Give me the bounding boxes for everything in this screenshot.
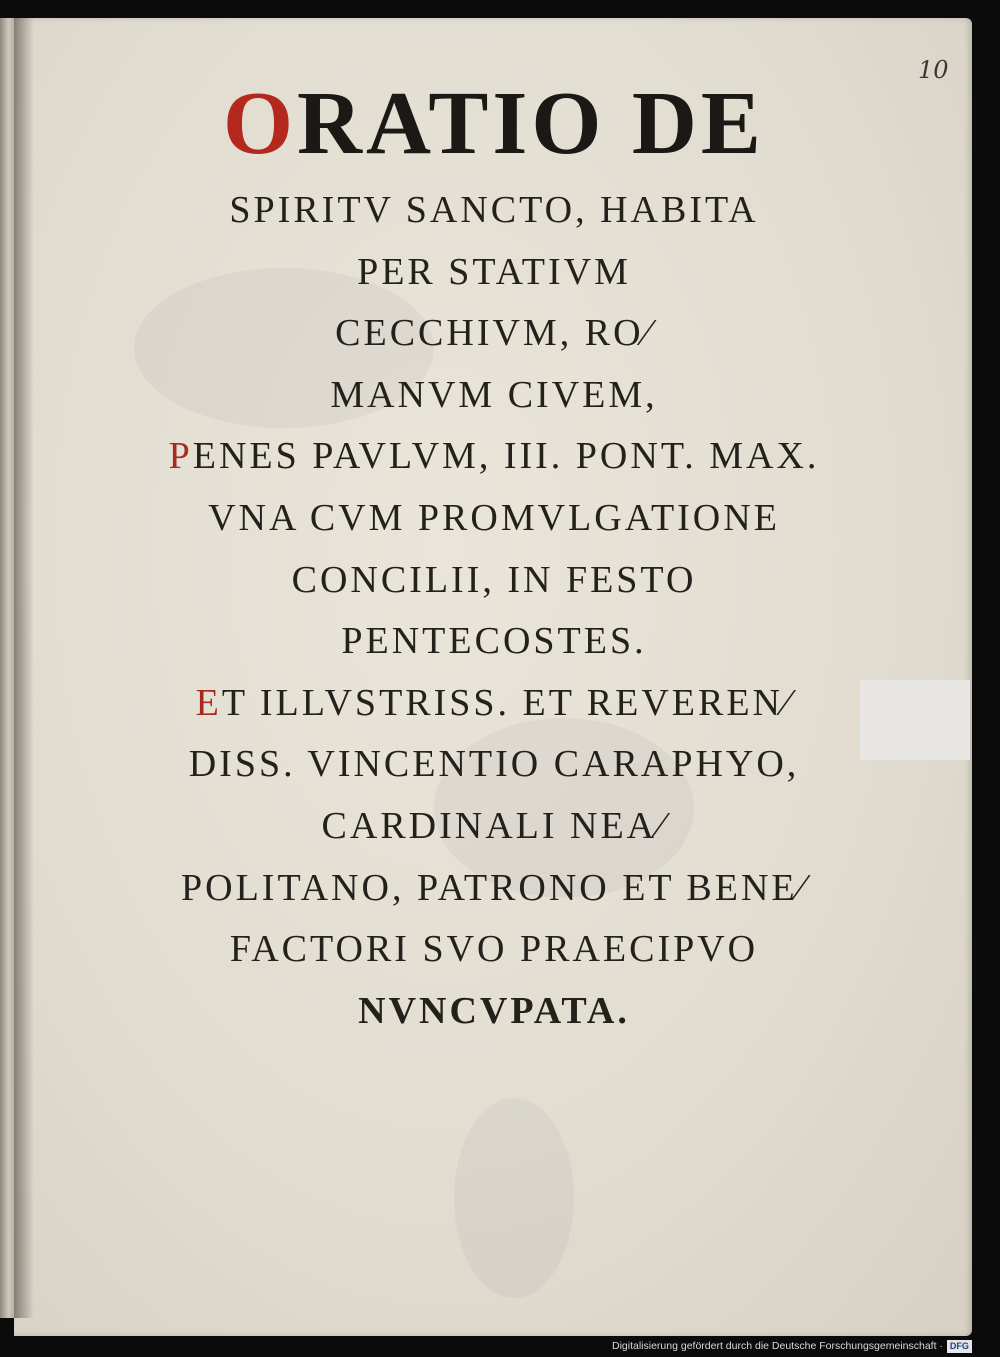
title-line-13: FACTORI SVO PRAECIPVO: [229, 928, 759, 971]
dfg-logo-icon: DFG: [947, 1340, 972, 1353]
title-line-14: NVNCVPATA.: [358, 989, 630, 1032]
title-line-9-rest: T ILLVSTRISS. ET REVEREN⁄: [221, 681, 793, 724]
folio-number: 10: [918, 56, 949, 84]
title-page: [14, 18, 972, 1336]
title-line-6: VNA CVM PROMVLGATIONE: [208, 496, 780, 539]
title-line-8: PENTECOSTES.: [341, 620, 647, 663]
main-title-rest: RATIO DE: [297, 74, 765, 173]
paper-edge-strip: [860, 680, 970, 760]
credit-text: Digitalisierung gefördert durch die Deutsche Forschungsgemeinschaft ·: [612, 1340, 943, 1352]
title-line-12: POLITANO, PATRONO ET BENE⁄: [181, 866, 807, 909]
rubricated-initial: P: [168, 435, 193, 478]
title-line-2: PER STATIVM: [357, 250, 631, 293]
rubricated-initial: O: [223, 74, 298, 173]
title-line-9: [74, 673, 914, 735]
title-line-7: CONCILII, IN FESTO: [291, 558, 697, 601]
title-line-5-rest: ENES PAVLVM, III. PONT. MAX.: [192, 435, 820, 478]
title-line-10: DISS. VINCENTIO CARAPHYO,: [188, 743, 800, 786]
left-page-edge: [0, 18, 14, 1318]
bleed-through-stain: [454, 1098, 574, 1298]
rubricated-initial: E: [195, 681, 222, 724]
title-block: [74, 68, 914, 1042]
title-line-11: CARDINALI NEA⁄: [321, 804, 667, 847]
title-line-1: SPIRITV SANCTO, HABITA: [229, 189, 759, 231]
title-line-3: CECCHIVM, RO⁄: [335, 312, 653, 355]
title-line-5: [74, 426, 914, 488]
digitization-credit: [612, 1338, 972, 1354]
gutter-shadow: [14, 18, 34, 1318]
main-title: [74, 68, 914, 180]
title-line-4: MANVM CIVEM,: [330, 373, 658, 416]
